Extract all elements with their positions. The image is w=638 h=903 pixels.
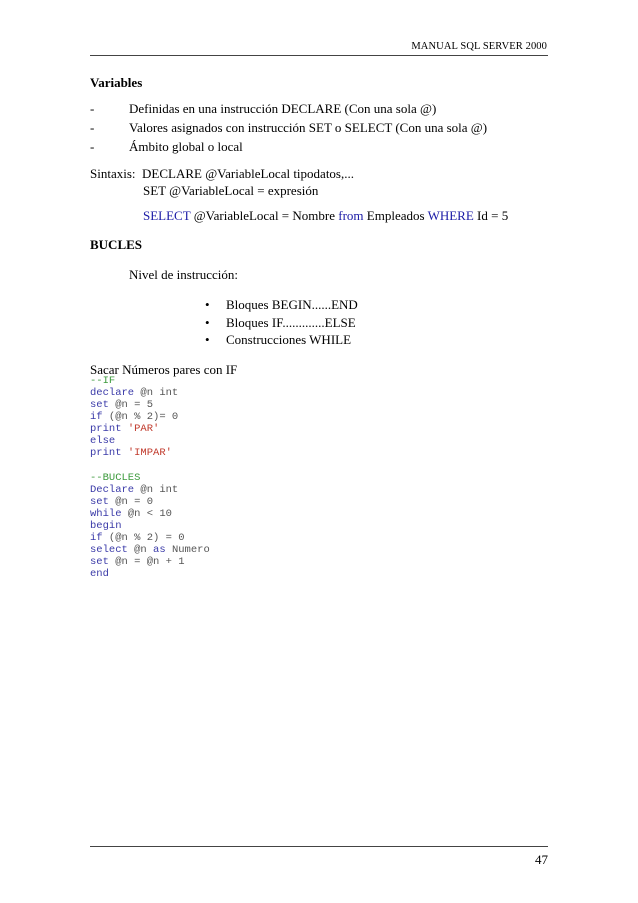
- code-line: [90, 375, 178, 387]
- code-line: [90, 532, 210, 544]
- page-number: 47: [535, 852, 548, 867]
- code-line: [90, 472, 210, 484]
- code-line: [90, 484, 210, 496]
- code-token: if: [90, 532, 103, 544]
- code-line: [90, 411, 178, 423]
- code-line: [90, 520, 210, 532]
- syntax-line-declare: Sintaxis: DECLARE @VariableLocal tipodatos,...: [90, 166, 354, 181]
- variables-heading: Variables: [90, 75, 143, 90]
- keyword-from: from: [338, 208, 364, 223]
- code-token: @n int: [134, 387, 179, 399]
- code-section-label: Sacar Números pares con IF: [90, 362, 238, 377]
- code-token: if: [90, 411, 103, 423]
- code-token: print: [90, 423, 122, 435]
- code-comment: --BUCLES: [90, 472, 141, 484]
- code-token: declare: [90, 387, 135, 399]
- list-item-text: Valores asignados con instrucción SET o SELECT (Con una sola @): [129, 120, 488, 135]
- keyword-select: SELECT: [143, 208, 191, 223]
- code-comment: --IF: [90, 375, 116, 387]
- dash-marker: -: [90, 139, 95, 154]
- syntax-line-set: SET @VariableLocal = expresión: [143, 183, 319, 198]
- code-token: set: [90, 399, 109, 411]
- code-token: (@n % 2) = 0: [102, 532, 185, 544]
- code-token: set: [90, 496, 109, 508]
- code-block-if: [90, 375, 178, 459]
- select-part: Id = 5: [473, 208, 509, 223]
- code-token: @n = 0: [108, 496, 154, 508]
- code-line: [90, 387, 178, 399]
- code-token: print: [90, 447, 122, 459]
- code-line: [90, 435, 178, 447]
- list-item-text: Construcciones WHILE: [226, 332, 352, 347]
- code-token: 'IMPAR': [121, 447, 172, 459]
- header-divider: [90, 55, 548, 56]
- code-token: begin: [90, 520, 122, 532]
- code-token: as: [153, 544, 166, 556]
- code-token: while: [90, 508, 122, 520]
- bullet-marker: •: [205, 315, 210, 330]
- list-item-text: Definidas en una instrucción DECLARE (Con una sola @): [129, 101, 437, 116]
- select-part: @VariableLocal = Nombre: [190, 208, 339, 223]
- footer-divider: [90, 846, 548, 847]
- list-item-text: Ámbito global o local: [129, 139, 243, 154]
- code-token: @n int: [134, 484, 179, 496]
- code-token: Numero: [165, 544, 210, 556]
- code-token: (@n % 2)= 0: [102, 411, 179, 423]
- dash-marker: -: [90, 101, 95, 116]
- code-token: 'PAR': [121, 423, 160, 435]
- code-line: [90, 423, 178, 435]
- bucles-heading: BUCLES: [90, 237, 143, 252]
- code-token: select: [90, 544, 128, 556]
- code-token: set: [90, 556, 109, 568]
- select-part: Empleados: [363, 208, 428, 223]
- code-line: [90, 568, 210, 580]
- code-line: [90, 556, 210, 568]
- code-token: else: [90, 435, 116, 447]
- code-token: @n < 10: [121, 508, 172, 520]
- select-example: [143, 208, 508, 224]
- code-token: @n: [127, 544, 154, 556]
- bullet-marker: •: [205, 332, 210, 347]
- code-line: [90, 496, 210, 508]
- bucles-subtitle: Nivel de instrucción:: [129, 267, 239, 282]
- code-line: [90, 399, 178, 411]
- list-item-text: Bloques IF.............ELSE: [226, 315, 356, 330]
- bullet-marker: •: [205, 297, 210, 312]
- code-token: Declare: [90, 484, 135, 496]
- code-line: [90, 544, 210, 556]
- code-block-bucles: [90, 472, 210, 580]
- code-line: [90, 447, 178, 459]
- code-token: end: [90, 568, 109, 580]
- code-token: @n = 5: [108, 399, 154, 411]
- list-item-text: Bloques BEGIN......END: [226, 297, 358, 312]
- code-line: [90, 508, 210, 520]
- code-token: @n = @n + 1: [108, 556, 185, 568]
- keyword-where: WHERE: [427, 208, 474, 223]
- page-header-title: MANUAL SQL SERVER 2000: [411, 41, 547, 52]
- dash-marker: -: [90, 120, 95, 135]
